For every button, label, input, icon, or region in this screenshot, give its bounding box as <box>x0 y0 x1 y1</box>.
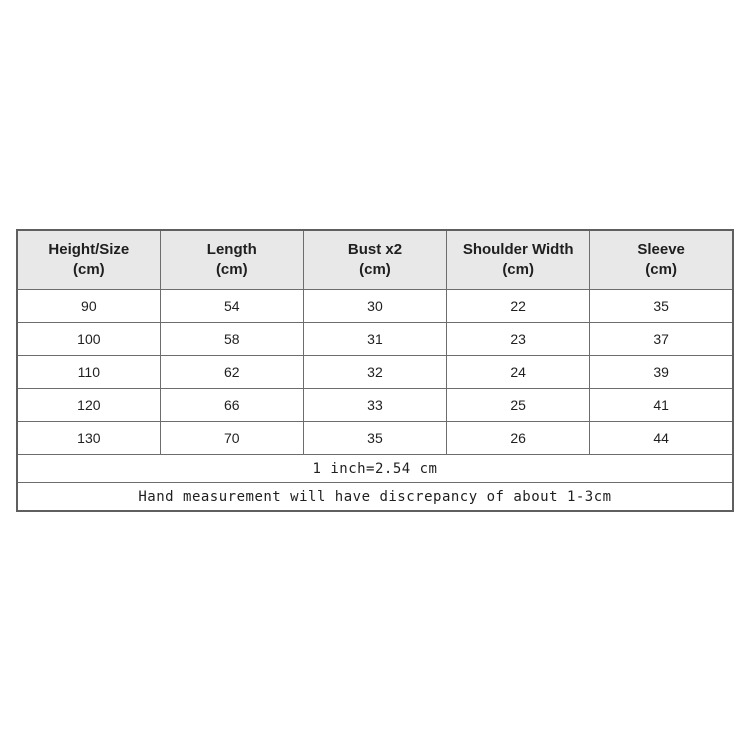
cell-sleeve: 35 <box>590 290 733 323</box>
header-cell-height-size <box>17 230 160 290</box>
header-label: Sleeve <box>637 241 685 258</box>
table-row <box>17 290 733 323</box>
header-label: Shoulder Width <box>462 241 574 258</box>
cell-length: 54 <box>160 290 303 323</box>
header-unit: (cm) <box>502 261 534 278</box>
header-unit: (cm) <box>215 261 248 278</box>
cell-shoulder: 22 <box>447 290 590 323</box>
cell-bust: 35 <box>303 422 446 455</box>
cell-length: 58 <box>160 323 303 356</box>
cell-bust: 33 <box>303 389 446 422</box>
table-row <box>17 422 733 455</box>
size-chart-table <box>16 229 734 512</box>
header-unit: (cm) <box>73 261 105 278</box>
header-unit: (cm) <box>645 261 677 278</box>
table-row <box>17 356 733 389</box>
cell-height: 110 <box>17 356 160 389</box>
cell-bust: 32 <box>303 356 446 389</box>
cell-length: 66 <box>160 389 303 422</box>
header-cell-bust <box>303 230 446 290</box>
header-cell-sleeve <box>590 230 733 290</box>
cell-bust: 30 <box>303 290 446 323</box>
header-cell-length <box>160 230 303 290</box>
cell-shoulder: 23 <box>447 323 590 356</box>
cell-sleeve: 37 <box>590 323 733 356</box>
cell-height: 90 <box>17 290 160 323</box>
note-row-measurement-discrepancy <box>17 483 733 512</box>
cell-bust: 31 <box>303 323 446 356</box>
cell-height: 130 <box>17 422 160 455</box>
cell-sleeve: 41 <box>590 389 733 422</box>
cell-shoulder: 24 <box>447 356 590 389</box>
header-row <box>17 230 733 290</box>
note-row-inch-conversion <box>17 455 733 483</box>
cell-shoulder: 26 <box>447 422 590 455</box>
header-unit: (cm) <box>359 261 391 278</box>
note-inch-conversion: 1 inch=2.54 cm <box>17 455 733 483</box>
header-label: Length <box>206 241 257 258</box>
header-label: Height/Size <box>48 241 130 258</box>
table-row <box>17 323 733 356</box>
cell-length: 70 <box>160 422 303 455</box>
cell-sleeve: 39 <box>590 356 733 389</box>
note-measurement-discrepancy: Hand measurement will have discrepancy of about 1-3cm <box>17 483 733 512</box>
header-cell-shoulder-width <box>447 230 590 290</box>
cell-length: 62 <box>160 356 303 389</box>
cell-shoulder: 25 <box>447 389 590 422</box>
cell-height: 100 <box>17 323 160 356</box>
cell-height: 120 <box>17 389 160 422</box>
header-label: Bust x2 <box>347 241 403 258</box>
cell-sleeve: 44 <box>590 422 733 455</box>
table-row <box>17 389 733 422</box>
